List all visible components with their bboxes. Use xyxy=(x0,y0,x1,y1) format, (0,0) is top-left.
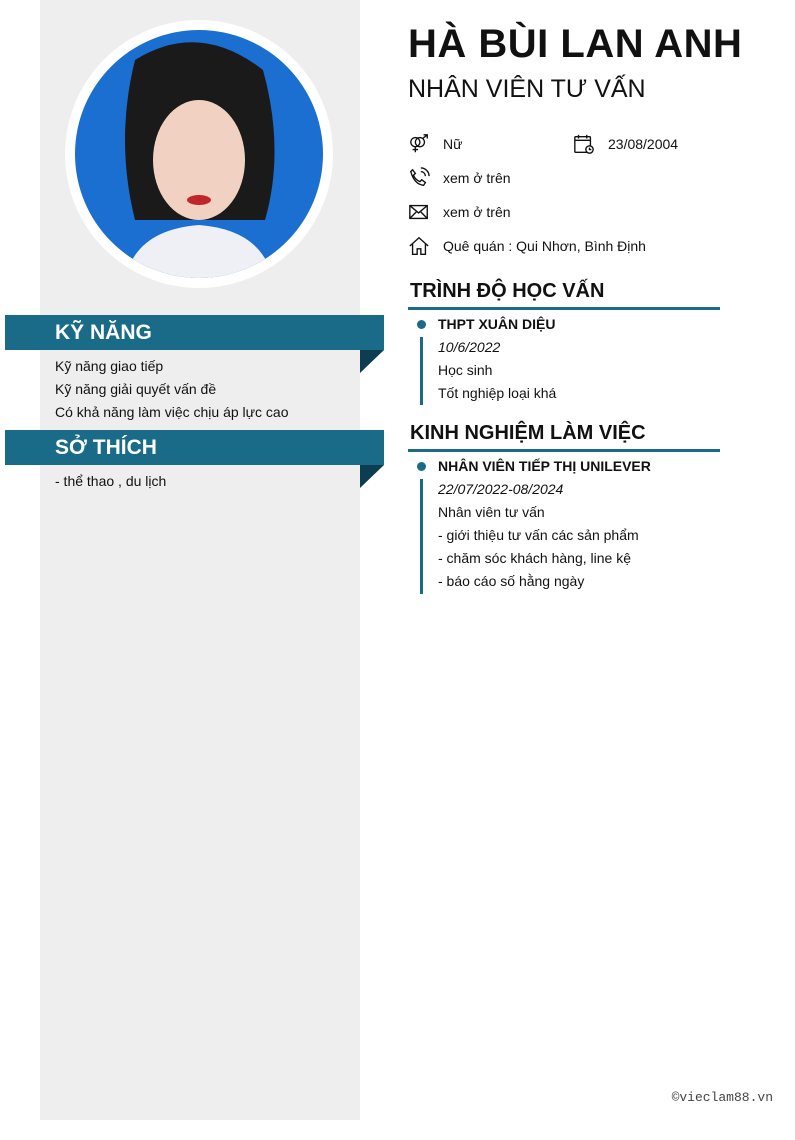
skills-heading: KỸ NĂNG xyxy=(5,315,384,350)
hobby-item: - thể thao , du lịch xyxy=(55,473,167,489)
watermark: ©vieclam88.vn xyxy=(671,1090,773,1105)
home-icon xyxy=(408,235,430,257)
timeline-line xyxy=(420,337,423,405)
education-entry: THPT XUÂN DIỆU 10/6/2022 Học sinh Tốt nghiệp loại khá xyxy=(438,316,557,401)
education-heading: TRÌNH ĐỘ HỌC VẤN xyxy=(410,280,605,302)
phone-row: xem ở trên xyxy=(408,167,511,189)
education-rule xyxy=(408,307,720,310)
skill-item: Kỹ năng giao tiếp xyxy=(55,358,164,374)
timeline-dot xyxy=(417,320,426,329)
gender-row: Nữ xyxy=(408,133,462,155)
gender-icon xyxy=(408,133,430,155)
timeline-line xyxy=(420,479,423,594)
email-icon xyxy=(408,201,430,223)
experience-entry: NHÂN VIÊN TIẾP THỊ UNILEVER 22/07/2022-08/2024 Nhân viên tư vấn - giới thiệu tư vấn các sản phẩm - chăm sóc khách hàng, line kệ - báo cáo số hằng ngày xyxy=(438,458,651,589)
skills-list xyxy=(55,355,289,424)
calendar-icon xyxy=(573,133,595,155)
skill-item: Kỹ năng giải quyết vấn đề xyxy=(55,381,217,397)
avatar xyxy=(65,20,333,288)
skill-item: Có khả năng làm việc chịu áp lực cao xyxy=(55,404,289,420)
experience-rule xyxy=(408,449,720,452)
hobbies-fold xyxy=(360,465,384,488)
phone-icon xyxy=(408,167,430,189)
experience-heading: KINH NGHIỆM LÀM VIỆC xyxy=(410,422,646,444)
timeline-dot xyxy=(417,462,426,471)
skills-fold xyxy=(360,350,384,373)
full-name: HÀ BÙI LAN ANH xyxy=(408,22,743,66)
birthday-row: 23/08/2004 xyxy=(573,133,678,155)
hometown-row: Quê quán : Qui Nhơn, Bình Định xyxy=(408,235,646,257)
hobbies-heading: SỞ THÍCH xyxy=(5,430,384,465)
email-row: xem ở trên xyxy=(408,201,511,223)
job-title: NHÂN VIÊN TƯ VẤN xyxy=(408,75,646,103)
